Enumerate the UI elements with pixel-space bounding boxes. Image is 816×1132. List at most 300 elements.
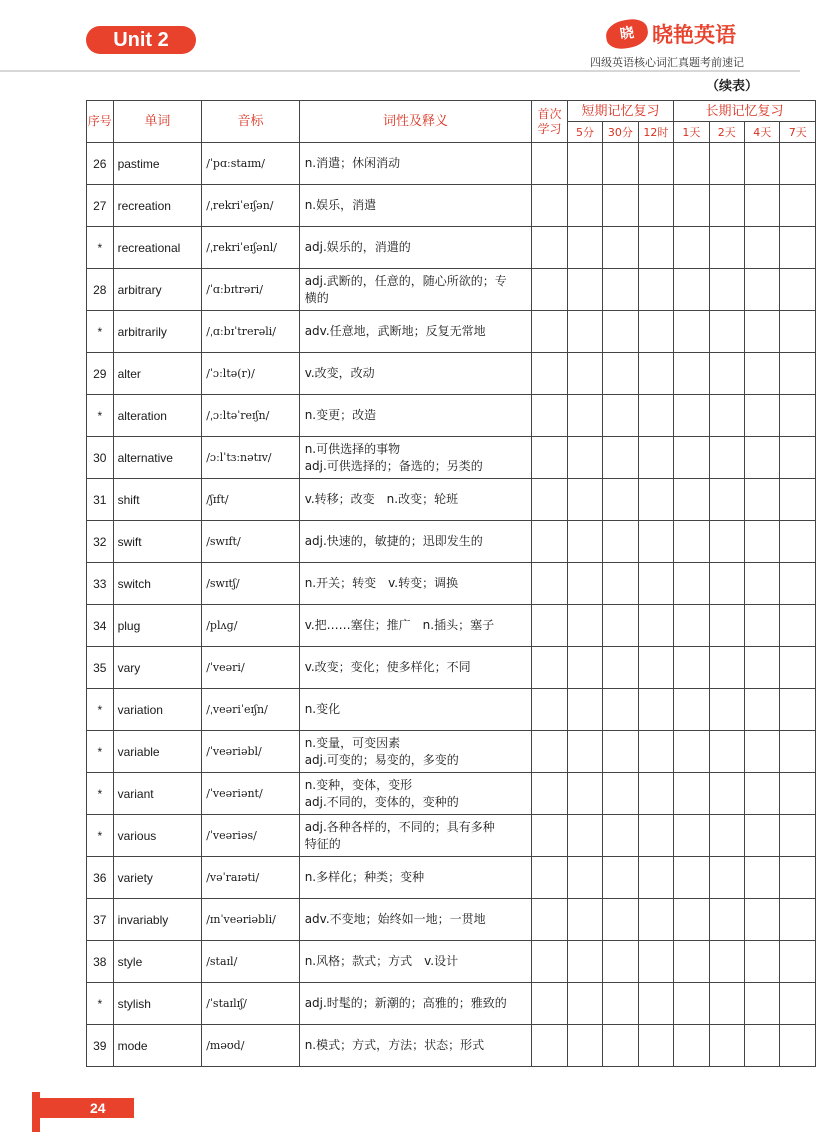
word-cell: arbitrarily: [113, 311, 202, 353]
phonetic-cell: /ˌɔːltəˈreɪʃn/: [202, 395, 299, 437]
table-row: [87, 1025, 816, 1067]
review-checkbox[interactable]: [780, 1025, 816, 1067]
col-short-review-header: 短期记忆复习: [567, 101, 673, 122]
review-checkbox[interactable]: [745, 983, 780, 1025]
review-checkbox[interactable]: [709, 899, 744, 941]
review-checkbox[interactable]: [567, 983, 602, 1025]
review-checkbox[interactable]: [709, 689, 744, 731]
phonetic-cell: /ˈveəriənt/: [202, 773, 299, 815]
review-checkbox[interactable]: [638, 185, 673, 227]
review-checkbox[interactable]: [674, 185, 709, 227]
review-checkbox[interactable]: [709, 521, 744, 563]
review-checkbox[interactable]: [780, 185, 816, 227]
review-checkbox[interactable]: [567, 857, 602, 899]
definition-line: n.多样化；种类；变种: [304, 870, 425, 884]
review-checkbox[interactable]: [674, 269, 709, 311]
first-study-checkbox[interactable]: [532, 773, 567, 815]
review-checkbox[interactable]: [709, 563, 744, 605]
page-number: 24: [40, 1098, 134, 1118]
review-checkbox[interactable]: [745, 773, 780, 815]
table-row: [87, 143, 816, 185]
review-checkbox[interactable]: [567, 395, 602, 437]
row-number: 38: [87, 941, 114, 983]
row-number: 28: [87, 269, 114, 311]
review-checkbox[interactable]: [709, 269, 744, 311]
review-checkbox[interactable]: [745, 353, 780, 395]
review-checkbox[interactable]: [780, 143, 816, 185]
row-number: 37: [87, 899, 114, 941]
row-number: 30: [87, 437, 114, 479]
review-checkbox[interactable]: [745, 395, 780, 437]
word-cell: various: [113, 815, 202, 857]
review-checkbox[interactable]: [674, 815, 709, 857]
review-checkbox[interactable]: [638, 479, 673, 521]
word-cell: variety: [113, 857, 202, 899]
definition-cell: [299, 689, 532, 731]
first-study-checkbox[interactable]: [532, 269, 567, 311]
definition-line: adj.武断的，任意的，随心所欲的；专: [304, 273, 507, 288]
row-number: *: [87, 227, 114, 269]
review-checkbox[interactable]: [567, 731, 602, 773]
definition-cell: [299, 1025, 532, 1067]
definition-cell: [299, 815, 532, 857]
phonetic-cell: /ʃɪft/: [202, 479, 299, 521]
definition-cell: [299, 941, 532, 983]
review-checkbox[interactable]: [780, 227, 816, 269]
review-checkbox[interactable]: [780, 479, 816, 521]
review-checkbox[interactable]: [780, 983, 816, 1025]
definition-line: n.变化: [304, 702, 341, 716]
review-checkbox[interactable]: [603, 479, 638, 521]
first-study-checkbox[interactable]: [532, 815, 567, 857]
review-checkbox[interactable]: [709, 941, 744, 983]
review-checkbox[interactable]: [638, 857, 673, 899]
review-checkbox[interactable]: [780, 311, 816, 353]
first-study-checkbox[interactable]: [532, 857, 567, 899]
review-checkbox[interactable]: [780, 563, 816, 605]
review-checkbox[interactable]: [780, 647, 816, 689]
definition-line: adj.可供选择的；备选的；另类的: [304, 458, 483, 473]
review-checkbox[interactable]: [603, 773, 638, 815]
review-checkbox[interactable]: [709, 227, 744, 269]
table-row: [87, 857, 816, 899]
review-checkbox[interactable]: [638, 941, 673, 983]
first-study-checkbox[interactable]: [532, 899, 567, 941]
definition-cell: [299, 731, 532, 773]
review-checkbox[interactable]: [603, 311, 638, 353]
review-checkbox[interactable]: [567, 899, 602, 941]
review-checkbox[interactable]: [638, 983, 673, 1025]
table-row: [87, 773, 816, 815]
first-study-checkbox[interactable]: [532, 941, 567, 983]
definition-cell: [299, 311, 532, 353]
definition-cell: [299, 353, 532, 395]
review-checkbox[interactable]: [674, 899, 709, 941]
review-checkbox[interactable]: [780, 731, 816, 773]
review-checkbox[interactable]: [709, 479, 744, 521]
word-cell: swift: [113, 521, 202, 563]
review-checkbox[interactable]: [745, 941, 780, 983]
definition-line: adj.可变的；易变的，多变的: [304, 752, 459, 767]
review-checkbox[interactable]: [638, 605, 673, 647]
review-checkbox[interactable]: [709, 1025, 744, 1067]
brand-subtitle: 四级英语核心词汇真题考前速记: [590, 56, 744, 69]
review-checkbox[interactable]: [780, 815, 816, 857]
table-row: [87, 311, 816, 353]
phonetic-cell: /ˈpɑːstaɪm/: [202, 143, 299, 185]
review-checkbox[interactable]: [603, 815, 638, 857]
table-row: [87, 395, 816, 437]
phonetic-cell: /ˌrekriˈeɪʃənl/: [202, 227, 299, 269]
first-study-checkbox[interactable]: [532, 521, 567, 563]
review-checkbox[interactable]: [745, 815, 780, 857]
review-checkbox[interactable]: [709, 353, 744, 395]
table-row: [87, 731, 816, 773]
first-study-checkbox[interactable]: [532, 563, 567, 605]
review-checkbox[interactable]: [709, 857, 744, 899]
definition-cell: [299, 437, 532, 479]
definition-cell: [299, 227, 532, 269]
review-checkbox[interactable]: [567, 563, 602, 605]
review-checkbox[interactable]: [780, 395, 816, 437]
definition-cell: [299, 899, 532, 941]
row-number: 34: [87, 605, 114, 647]
word-cell: variant: [113, 773, 202, 815]
review-checkbox[interactable]: [745, 563, 780, 605]
word-cell: shift: [113, 479, 202, 521]
review-checkbox[interactable]: [603, 185, 638, 227]
review-checkbox[interactable]: [638, 143, 673, 185]
review-checkbox[interactable]: [709, 395, 744, 437]
first-study-checkbox[interactable]: [532, 689, 567, 731]
col-definition-header: 词性及释义: [299, 101, 532, 143]
review-checkbox[interactable]: [638, 437, 673, 479]
table-row: [87, 899, 816, 941]
unit-badge: Unit 2: [86, 26, 196, 54]
phonetic-cell: /ˌɑːbɪˈtrerəli/: [202, 311, 299, 353]
col-no-header: 序号: [87, 101, 114, 143]
review-checkbox[interactable]: [780, 773, 816, 815]
slot-header: 30分: [603, 122, 638, 143]
phonetic-cell: /staɪl/: [202, 941, 299, 983]
review-checkbox[interactable]: [603, 1025, 638, 1067]
word-cell: invariably: [113, 899, 202, 941]
review-checkbox[interactable]: [567, 143, 602, 185]
review-checkbox[interactable]: [603, 605, 638, 647]
definition-cell: [299, 521, 532, 563]
table-row: [87, 605, 816, 647]
review-checkbox[interactable]: [674, 395, 709, 437]
slot-header: 1天: [674, 122, 709, 143]
review-checkbox[interactable]: [745, 479, 780, 521]
phonetic-cell: /ˈstaɪlɪʃ/: [202, 983, 299, 1025]
review-checkbox[interactable]: [745, 857, 780, 899]
first-study-checkbox[interactable]: [532, 185, 567, 227]
review-checkbox[interactable]: [674, 1025, 709, 1067]
review-checkbox[interactable]: [745, 269, 780, 311]
review-checkbox[interactable]: [745, 647, 780, 689]
review-checkbox[interactable]: [567, 311, 602, 353]
review-checkbox[interactable]: [780, 857, 816, 899]
review-checkbox[interactable]: [709, 437, 744, 479]
definition-line: n.开关；转变 v.转变；调换: [304, 576, 459, 590]
col-phonetic-header: 音标: [202, 101, 299, 143]
review-checkbox[interactable]: [780, 689, 816, 731]
row-number: 39: [87, 1025, 114, 1067]
table-row: [87, 269, 816, 311]
review-checkbox[interactable]: [567, 815, 602, 857]
first-study-checkbox[interactable]: [532, 353, 567, 395]
review-checkbox[interactable]: [603, 983, 638, 1025]
review-checkbox[interactable]: [674, 353, 709, 395]
review-checkbox[interactable]: [674, 143, 709, 185]
definition-line: v.改变，改动: [304, 366, 375, 380]
phonetic-cell: /ˌrekriˈeɪʃən/: [202, 185, 299, 227]
review-checkbox[interactable]: [709, 605, 744, 647]
slot-header: 12时: [638, 122, 673, 143]
review-checkbox[interactable]: [780, 899, 816, 941]
review-checkbox[interactable]: [674, 479, 709, 521]
definition-line: v.改变；变化；使多样化；不同: [304, 660, 471, 674]
review-checkbox[interactable]: [638, 395, 673, 437]
review-checkbox[interactable]: [603, 689, 638, 731]
first-study-checkbox[interactable]: [532, 437, 567, 479]
phonetic-cell: /vəˈraɪəti/: [202, 857, 299, 899]
slot-header: 5分: [567, 122, 602, 143]
col-long-review-header: 长期记忆复习: [674, 101, 816, 122]
first-study-checkbox[interactable]: [532, 605, 567, 647]
review-checkbox[interactable]: [638, 521, 673, 563]
definition-cell: [299, 773, 532, 815]
word-cell: switch: [113, 563, 202, 605]
row-number: *: [87, 815, 114, 857]
table-row: [87, 563, 816, 605]
row-number: 31: [87, 479, 114, 521]
phonetic-cell: /ˌveəriˈeɪʃn/: [202, 689, 299, 731]
review-checkbox[interactable]: [745, 689, 780, 731]
first-study-checkbox[interactable]: [532, 731, 567, 773]
review-checkbox[interactable]: [567, 647, 602, 689]
definition-line: n.消遣；休闲消动: [304, 156, 401, 170]
definition-line: n.可供选择的事物: [304, 441, 401, 456]
table-row: [87, 941, 816, 983]
phonetic-cell: /ɪnˈveəriəbli/: [202, 899, 299, 941]
review-checkbox[interactable]: [674, 941, 709, 983]
review-checkbox[interactable]: [567, 773, 602, 815]
review-checkbox[interactable]: [709, 731, 744, 773]
first-study-checkbox[interactable]: [532, 395, 567, 437]
definition-cell: [299, 605, 532, 647]
definition-line: n.风格；款式；方式 v.设计: [304, 954, 459, 968]
word-cell: pastime: [113, 143, 202, 185]
table-row: [87, 185, 816, 227]
first-study-checkbox[interactable]: [532, 1025, 567, 1067]
brand-logo-icon: 晓: [604, 17, 649, 51]
review-checkbox[interactable]: [745, 899, 780, 941]
review-checkbox[interactable]: [567, 227, 602, 269]
table-row: [87, 437, 816, 479]
review-checkbox[interactable]: [674, 521, 709, 563]
review-checkbox[interactable]: [745, 437, 780, 479]
review-checkbox[interactable]: [567, 689, 602, 731]
review-checkbox[interactable]: [567, 605, 602, 647]
review-checkbox[interactable]: [567, 479, 602, 521]
review-checkbox[interactable]: [780, 605, 816, 647]
definition-cell: [299, 269, 532, 311]
definition-line: n.变种，变体，变形: [304, 777, 413, 792]
review-checkbox[interactable]: [603, 437, 638, 479]
review-checkbox[interactable]: [780, 521, 816, 563]
definition-line: n.模式；方式，方法；状态；形式: [304, 1038, 485, 1052]
review-checkbox[interactable]: [567, 437, 602, 479]
row-number: *: [87, 395, 114, 437]
review-checkbox[interactable]: [674, 563, 709, 605]
review-checkbox[interactable]: [603, 857, 638, 899]
definition-cell: [299, 647, 532, 689]
brand-name: 晓艳英语: [652, 23, 736, 47]
review-checkbox[interactable]: [709, 773, 744, 815]
col-first-study-header: 首次学习: [532, 101, 567, 143]
review-checkbox[interactable]: [638, 731, 673, 773]
review-checkbox[interactable]: [745, 1025, 780, 1067]
row-number: *: [87, 689, 114, 731]
definition-cell: [299, 479, 532, 521]
review-checkbox[interactable]: [638, 353, 673, 395]
table-row: [87, 983, 816, 1025]
phonetic-cell: /plʌɡ/: [202, 605, 299, 647]
review-checkbox[interactable]: [638, 689, 673, 731]
word-cell: plug: [113, 605, 202, 647]
row-number: *: [87, 983, 114, 1025]
review-checkbox[interactable]: [638, 269, 673, 311]
review-checkbox[interactable]: [674, 605, 709, 647]
review-checkbox[interactable]: [603, 941, 638, 983]
review-checkbox[interactable]: [745, 227, 780, 269]
review-checkbox[interactable]: [603, 353, 638, 395]
table-header: [87, 101, 816, 143]
review-checkbox[interactable]: [674, 227, 709, 269]
review-checkbox[interactable]: [603, 269, 638, 311]
definition-line: n.变量，可变因素: [304, 735, 401, 750]
table-row: [87, 689, 816, 731]
review-checkbox[interactable]: [745, 143, 780, 185]
row-number: 29: [87, 353, 114, 395]
table-row: [87, 227, 816, 269]
review-checkbox[interactable]: [745, 185, 780, 227]
review-checkbox[interactable]: [638, 815, 673, 857]
row-number: *: [87, 731, 114, 773]
first-study-checkbox[interactable]: [532, 311, 567, 353]
review-checkbox[interactable]: [603, 227, 638, 269]
table-row: [87, 479, 816, 521]
review-checkbox[interactable]: [638, 227, 673, 269]
slot-header: 7天: [780, 122, 816, 143]
review-checkbox[interactable]: [603, 521, 638, 563]
word-cell: stylish: [113, 983, 202, 1025]
review-checkbox[interactable]: [780, 269, 816, 311]
review-checkbox[interactable]: [674, 311, 709, 353]
review-checkbox[interactable]: [674, 647, 709, 689]
review-checkbox[interactable]: [709, 815, 744, 857]
review-checkbox[interactable]: [709, 311, 744, 353]
review-checkbox[interactable]: [638, 1025, 673, 1067]
review-checkbox[interactable]: [603, 395, 638, 437]
review-checkbox[interactable]: [603, 647, 638, 689]
definition-line: adj.快速的，敏捷的；迅即发生的: [304, 534, 483, 548]
review-checkbox[interactable]: [745, 731, 780, 773]
word-cell: recreation: [113, 185, 202, 227]
review-checkbox[interactable]: [638, 773, 673, 815]
review-checkbox[interactable]: [638, 563, 673, 605]
review-checkbox[interactable]: [674, 689, 709, 731]
first-study-checkbox[interactable]: [532, 983, 567, 1025]
review-checkbox[interactable]: [709, 647, 744, 689]
row-number: *: [87, 311, 114, 353]
table-body: [87, 143, 816, 1067]
review-checkbox[interactable]: [638, 311, 673, 353]
definition-line: 特征的: [304, 836, 341, 851]
first-study-checkbox[interactable]: [532, 479, 567, 521]
review-checkbox[interactable]: [674, 731, 709, 773]
definition-line: n.变更；改造: [304, 408, 377, 422]
review-checkbox[interactable]: [638, 899, 673, 941]
row-number: *: [87, 773, 114, 815]
review-checkbox[interactable]: [674, 983, 709, 1025]
review-checkbox[interactable]: [638, 647, 673, 689]
review-checkbox[interactable]: [745, 311, 780, 353]
first-study-checkbox[interactable]: [532, 143, 567, 185]
definition-cell: [299, 143, 532, 185]
review-checkbox[interactable]: [780, 437, 816, 479]
word-cell: alteration: [113, 395, 202, 437]
review-checkbox[interactable]: [603, 731, 638, 773]
definition-line: 横的: [304, 290, 329, 305]
page-edge-bar: [32, 1092, 40, 1132]
review-checkbox[interactable]: [709, 143, 744, 185]
definition-cell: [299, 185, 532, 227]
review-checkbox[interactable]: [567, 185, 602, 227]
review-checkbox[interactable]: [567, 941, 602, 983]
slot-header: 4天: [745, 122, 780, 143]
review-checkbox[interactable]: [674, 857, 709, 899]
definition-cell: [299, 857, 532, 899]
review-checkbox[interactable]: [567, 521, 602, 563]
slot-header: 2天: [709, 122, 744, 143]
review-checkbox[interactable]: [745, 605, 780, 647]
table-row: [87, 815, 816, 857]
definition-line: adj.娱乐的，消遣的: [304, 240, 411, 254]
review-checkbox[interactable]: [780, 941, 816, 983]
definition-line: v.转移；改变 n.改变；轮班: [304, 492, 459, 506]
review-checkbox[interactable]: [709, 185, 744, 227]
review-checkbox[interactable]: [603, 899, 638, 941]
table-row: [87, 647, 816, 689]
first-study-checkbox[interactable]: [532, 227, 567, 269]
review-checkbox[interactable]: [567, 353, 602, 395]
review-checkbox[interactable]: [674, 437, 709, 479]
row-number: 27: [87, 185, 114, 227]
review-checkbox[interactable]: [603, 143, 638, 185]
review-checkbox[interactable]: [745, 521, 780, 563]
review-checkbox[interactable]: [603, 563, 638, 605]
review-checkbox[interactable]: [567, 1025, 602, 1067]
review-checkbox[interactable]: [709, 983, 744, 1025]
review-checkbox[interactable]: [780, 353, 816, 395]
definition-line: adv.不变地；始终如一地；一贯地: [304, 912, 486, 926]
first-study-checkbox[interactable]: [532, 647, 567, 689]
review-checkbox[interactable]: [567, 269, 602, 311]
review-checkbox[interactable]: [674, 773, 709, 815]
